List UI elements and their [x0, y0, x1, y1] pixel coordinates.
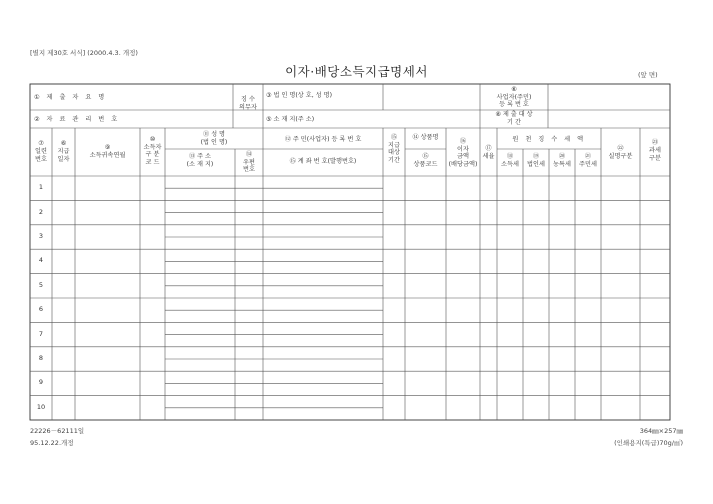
row-number: 10	[36, 402, 46, 411]
row-number: 2	[38, 207, 44, 216]
col-income-attribution: ⑨ 소득귀속연월	[89, 144, 126, 159]
side-badge: (앞 면)	[638, 71, 658, 79]
col-local-tax: ㉑ 주민세	[579, 153, 597, 168]
col-income-tax: ⑱ 소득세	[501, 153, 519, 168]
period-label: ⑧ 제 출 대 상 기 간	[495, 111, 533, 126]
corp-name-label: ③ 법 인 명(상 호, 성 명)	[266, 92, 332, 99]
page-title: 이자·배당소득지급명세서	[285, 64, 428, 79]
row-number: 4	[38, 256, 44, 265]
col-name: ⑪ 성 명 (법 인 명)	[200, 131, 228, 146]
col-corp-tax: ⑲ 법인세	[527, 153, 545, 168]
row-number: 8	[38, 354, 44, 362]
col-income-code: ⑩ 소득자 구 분 코 드	[143, 136, 162, 166]
col-interest: ⑯ 이자 금액 (배당금액)	[448, 138, 478, 168]
row-number: 5	[38, 280, 44, 289]
col-pay-date: ⑥ 지급 일자	[57, 140, 70, 163]
address-label: ⑤ 소 재 지(주 소)	[266, 116, 315, 123]
col-product-code: ⑮ 상품코드	[413, 153, 438, 168]
business-no-label: ⑥ 사업자(주민) 등 록 번 호	[496, 86, 532, 108]
footer-form-code: 22226－62111일	[30, 427, 85, 435]
col-tax-rate: ⑰ 세율	[482, 145, 495, 160]
col-farm-tax: ⑳ 농특세	[553, 153, 571, 168]
col-withholding-header: 원 천 징 수 세 액	[512, 136, 586, 143]
footer-revision: 95.12.22.개정	[30, 439, 74, 447]
footer-paper-size: 364㎜×257㎜	[639, 427, 683, 435]
ledger-number-label: ② 자 료 관 리 번 호	[34, 116, 120, 123]
col-seq: ⑦ 일련 번호	[35, 140, 47, 163]
row-number: 9	[38, 378, 44, 387]
col-account-no: ⑮ 계 좌 번 호(발행번호)	[289, 158, 357, 165]
withholder-label: 징 수 의무자	[239, 96, 257, 111]
col-pay-period: ⑮ 지급 대상 기간	[388, 134, 400, 164]
row-number: 6	[38, 305, 44, 314]
col-tax-type: ㉓ 과세 구분	[649, 139, 661, 162]
row-number: 7	[38, 329, 44, 338]
row-number: 3	[38, 232, 44, 240]
footer-paper-type: (인쇄용지(특급)70g/㎡)	[614, 439, 683, 447]
col-product-name: ⑭ 상품명	[412, 134, 439, 141]
col-postal: ⑭ 우편 번호	[243, 151, 255, 173]
taxpayer-name-label: ① 제 출 자 요 명	[34, 94, 107, 101]
row-number: 1	[38, 183, 44, 192]
col-address: ⑬ 주 소 (소 재 지)	[186, 153, 214, 168]
form-note: [별지 제30호 서식] (2000.4.3. 개정)	[30, 49, 138, 57]
col-real-name: ㉒ 실명구분	[608, 145, 633, 160]
form-outer-border	[30, 84, 670, 420]
col-resident-no: ⑫ 주 민(사업자) 등 록 번 호	[284, 136, 362, 143]
